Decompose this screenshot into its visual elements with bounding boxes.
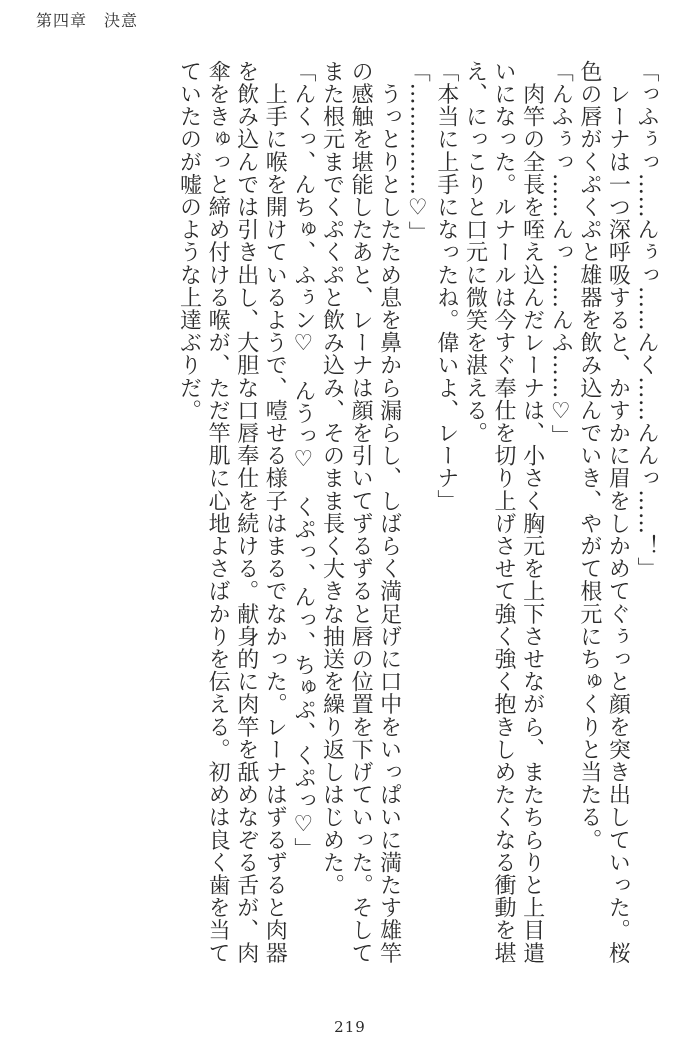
text-line: また根元までくぷくぷと飲み込み、そのまま長く大きな抽送を繰り返しはじめた。 bbox=[319, 60, 345, 897]
text-line: を飲み込んでは引き出し、大胆な口唇奉仕を続ける。献身的に肉竿を舐めなぞる舌が、肉 bbox=[233, 60, 259, 964]
text-line: 「んふぅっ……んっ……んふ……♡」 bbox=[548, 60, 574, 448]
text-line: うっとりとしたため息を鼻から漏らし、しばらく満足げに口中をいっぱいに満たす雄竿 bbox=[376, 60, 402, 964]
text-line: 「んくっ、んちゅ、ふぅン♡ んうっ♡ くぷっ、んっ、ちゅぷ、くぷっ♡」 bbox=[290, 60, 316, 860]
text-line: 傘をきゅっと締め付ける喉が、ただ竿肌に心地よさばかりを伝える。初めは良く歯を当て bbox=[205, 60, 231, 964]
text-line: いになった。ルナールは今すぐ奉仕を切り上げさせて強く強く抱きしめたくなる衝動を堪 bbox=[491, 60, 517, 964]
chapter-header: 第四章 決意 bbox=[36, 11, 139, 30]
text-line: レーナは一つ深呼吸すると、かすかに眉をしかめてぐぅっと顔を突き出していった。桜 bbox=[605, 60, 631, 964]
page-number: 219 bbox=[334, 1018, 366, 1036]
text-line: え、にっこりと口元に微笑を湛える。 bbox=[462, 60, 488, 445]
text-line: 色の唇がくぷくぷと雄器を飲み込んでいき、やがて根元にちゅくりと当たる。 bbox=[576, 60, 602, 851]
body-text bbox=[40, 60, 660, 1010]
text-line: 「本当に上手になったね。偉いよ、レーナ」 bbox=[433, 60, 459, 512]
text-line: 肉竿の全長を咥え込んだレーナは、小さく胸元を上下させながら、またちらりと上目遣 bbox=[519, 60, 545, 964]
text-line: 上手に喉を開けているようで、噎せる様子はまるでなかった。レーナはずるずると肉器 bbox=[262, 60, 288, 964]
text-line: ていたのが嘘のような上達ぶりだ。 bbox=[176, 60, 202, 422]
text-line: 「……………♡」 bbox=[405, 60, 431, 244]
text-line: の感触を堪能したあと、レーナは顔を引いてずるずると唇の位置を下げていった。そして bbox=[348, 60, 374, 964]
text-line: 「っふぅっ……んぅっ……んく……んんっ……！」 bbox=[634, 60, 659, 580]
